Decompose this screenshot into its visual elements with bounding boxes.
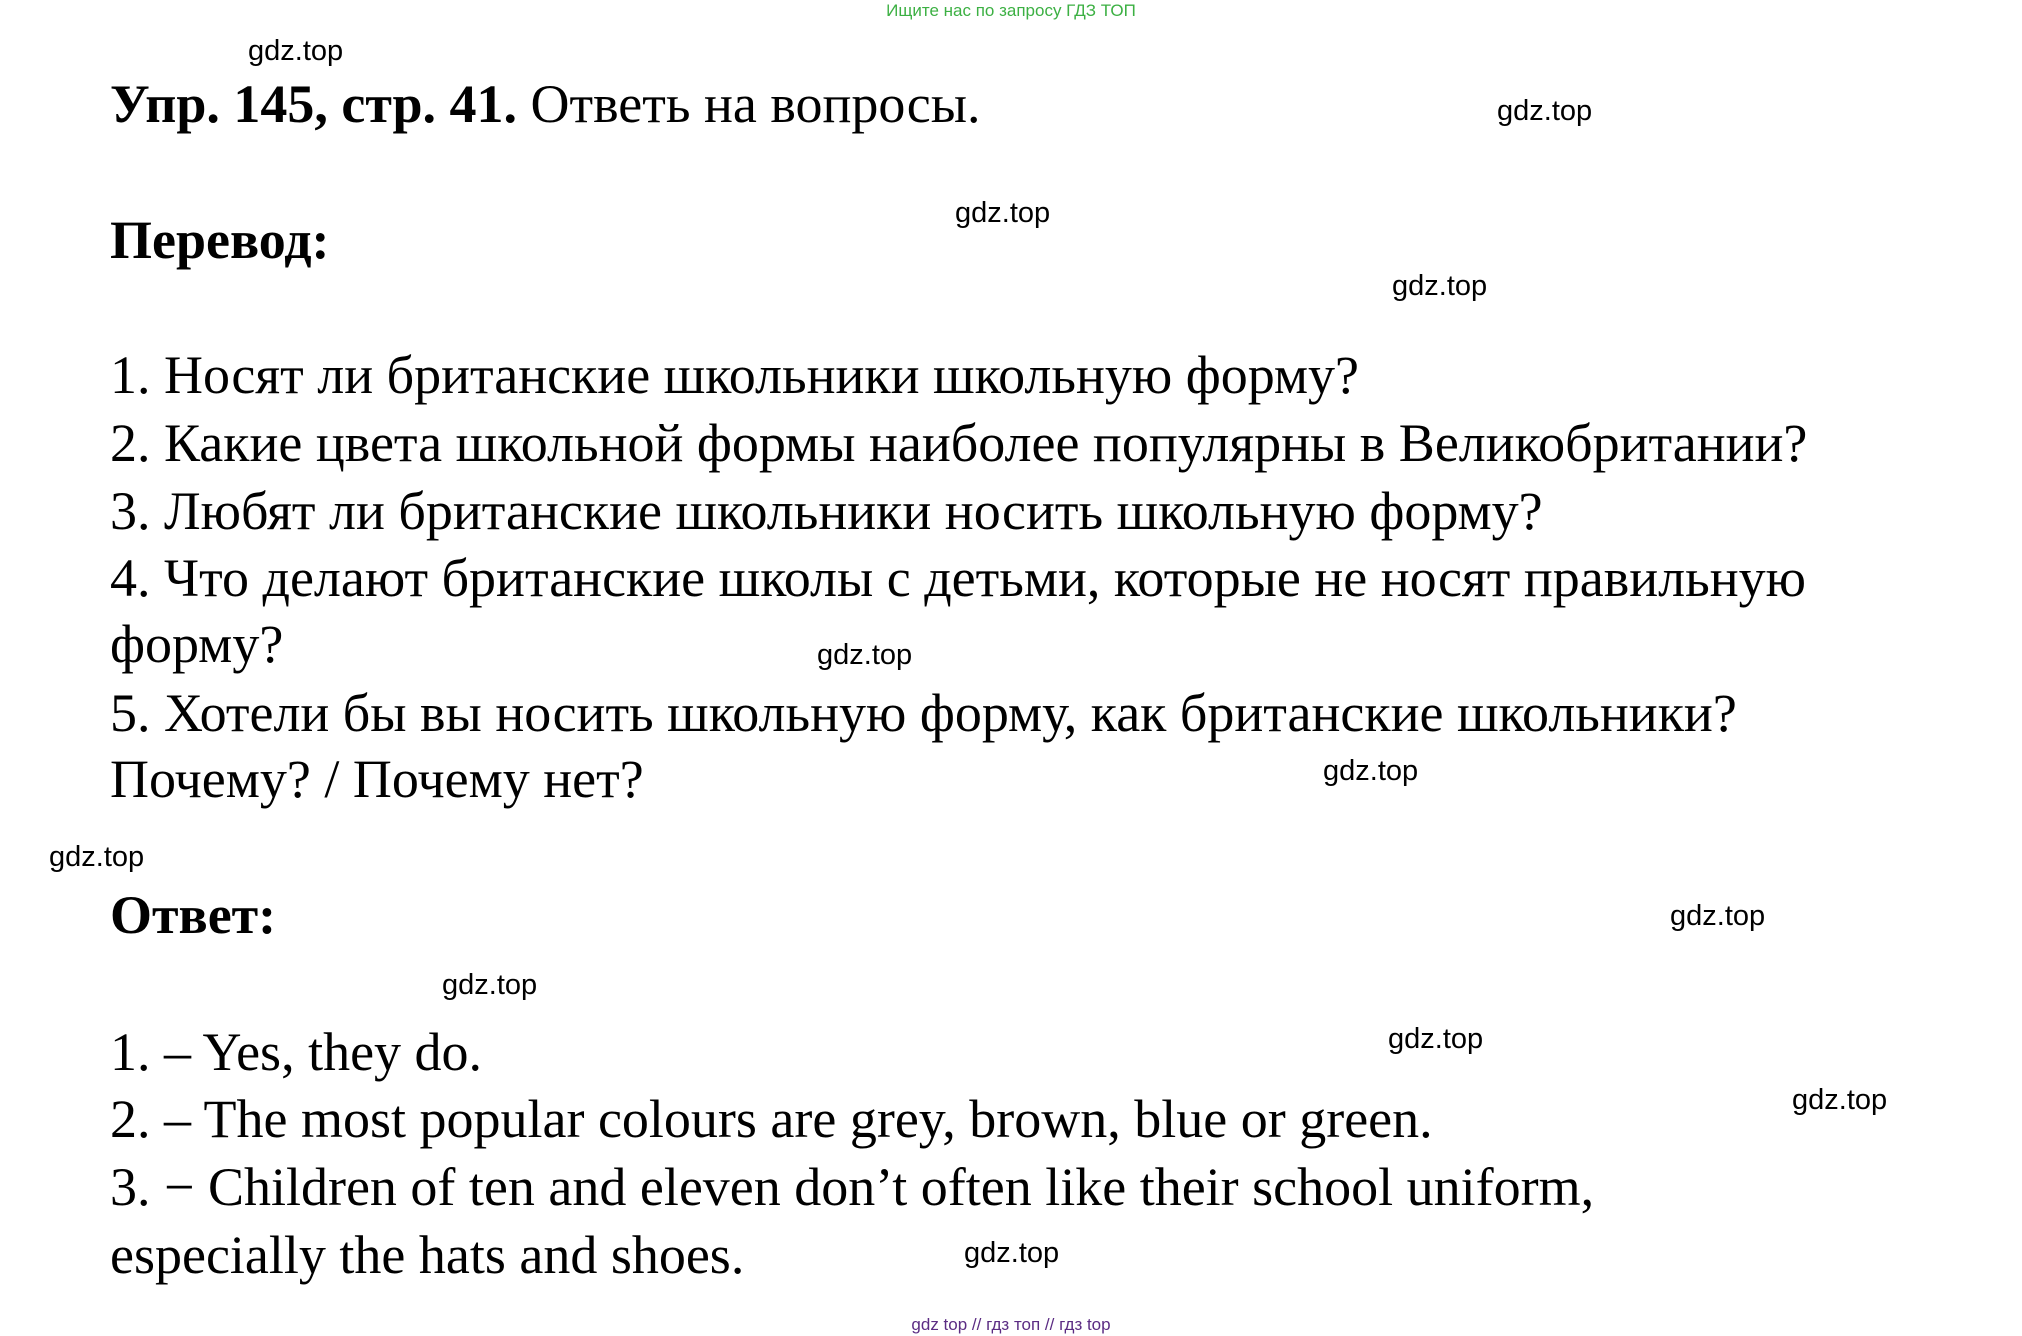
translation-line: 4. Что делают британские школы с детьми, которые не носят правильную bbox=[110, 548, 1806, 608]
watermark: gdz.top bbox=[1792, 1084, 1888, 1116]
answer-line: 1. – Yes, they do. bbox=[110, 1022, 483, 1082]
watermark: gdz.top bbox=[49, 841, 145, 873]
answer-heading: Ответ: bbox=[110, 885, 277, 945]
watermark: gdz.top bbox=[955, 197, 1051, 229]
watermark: gdz.top bbox=[1497, 95, 1593, 127]
watermark: gdz.top bbox=[1388, 1023, 1484, 1055]
exercise-task: Ответь на вопросы. bbox=[530, 74, 981, 134]
translation-line: 3. Любят ли британские школьники носить школьную форму? bbox=[110, 481, 1543, 541]
translation-line: 1. Носят ли британские школьники школьную форму? bbox=[110, 345, 1360, 405]
answer-line: especially the hats and shoes. bbox=[110, 1225, 745, 1285]
exercise-title bbox=[110, 72, 981, 136]
watermark: gdz.top bbox=[248, 35, 344, 67]
watermark: gdz.top bbox=[1392, 270, 1488, 302]
watermark: gdz.top bbox=[1323, 755, 1419, 787]
top-banner: Ищите нас по запросу ГДЗ ТОП bbox=[886, 1, 1136, 20]
translation-line: форму? bbox=[110, 614, 284, 674]
bottom-banner: gdz top // гдз топ // гдз top bbox=[911, 1315, 1111, 1334]
translation-line: 2. Какие цвета школьной формы наиболее популярны в Великобритании? bbox=[110, 413, 1808, 473]
answer-line: 3. − Children of ten and eleven don’t often like their school uniform, bbox=[110, 1157, 1595, 1217]
answer-line: 2. – The most popular colours are grey, brown, blue or green. bbox=[110, 1089, 1433, 1149]
watermark: gdz.top bbox=[1670, 900, 1766, 932]
watermark: gdz.top bbox=[442, 969, 538, 1001]
watermark: gdz.top bbox=[964, 1237, 1060, 1269]
translation-heading: Перевод: bbox=[110, 210, 330, 270]
translation-line: Почему? / Почему нет? bbox=[110, 749, 644, 809]
exercise-number: Упр. 145, стр. 41. bbox=[110, 74, 518, 134]
translation-line: 5. Хотели бы вы носить школьную форму, как британские школьники? bbox=[110, 683, 1737, 743]
watermark: gdz.top bbox=[817, 639, 913, 671]
